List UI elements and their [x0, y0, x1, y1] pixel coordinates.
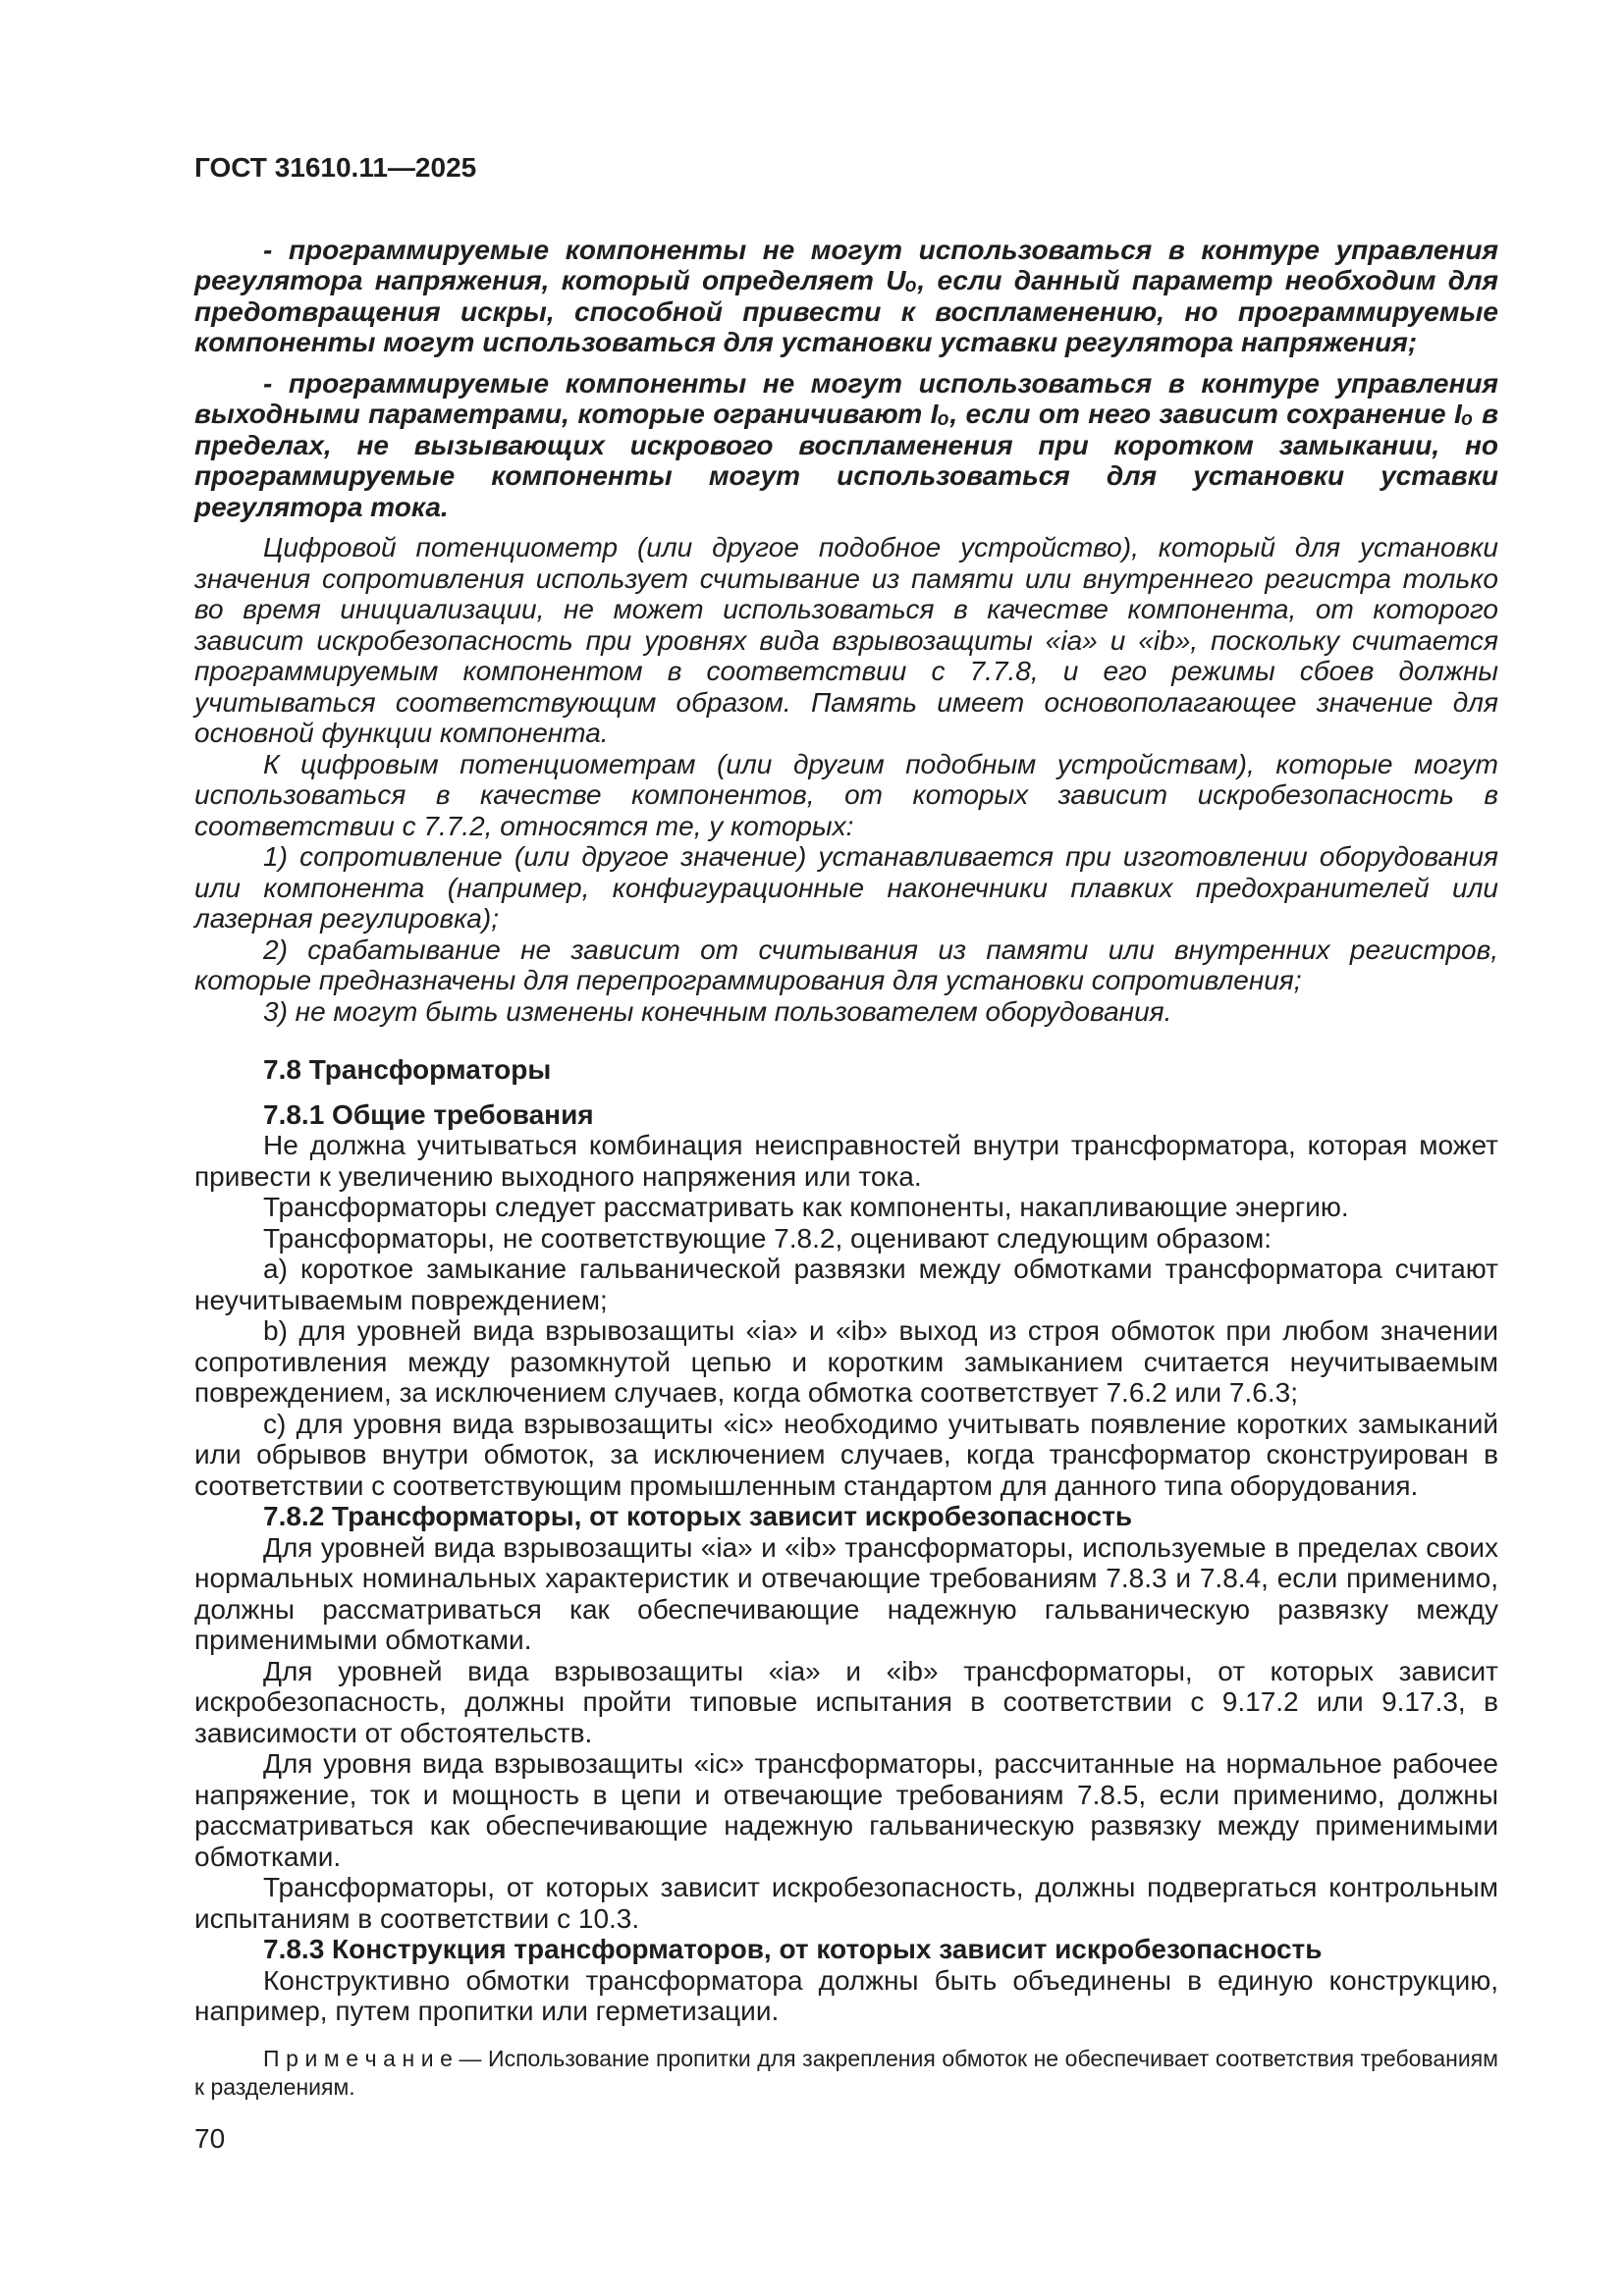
list-item: c) для уровня вида взрывозащиты «ic» необходимо учитывать появление коротких замыканий или обрывов внутри обмоток, за исключением случаев, когда трансформатор сконструирован в соответствии с соответствующим промышленным стандартом для данного типа оборудования.: [194, 1408, 1498, 1501]
paragraph: Для уровня вида взрывозащиты «ic» трансформаторы, рассчитанные на нормальное рабочее напряжение, ток и мощность в цепи и отвечающие требованиям 7.8.5, если применимо, должны рассматриваться как обеспечивающие надежную гальваническую развязку между применимыми обмотками.: [194, 1748, 1498, 1872]
list-item: b) для уровней вида взрывозащиты «ia» и «ib» выход из строя обмоток при любом значении сопротивления между разомкнутой цепью и коротким замыканием считается неучитываемым повреждением, за исключением случаев, когда обмотка соответствует 7.6.2 или 7.6.3;: [194, 1315, 1498, 1408]
paragraph: К цифровым потенциометрам (или другим подобным устройствам), которые могут использоваться в качестве компонентов, от которых зависит искробезопасность в соответствии с 7.7.2, относятся те, у которых:: [194, 748, 1498, 841]
section-heading: 7.8.2 Трансформаторы, от которых зависит искробезопасность: [263, 1501, 1133, 1531]
paragraph: Цифровой потенциометр (или другое подобное устройство), который для установки значения сопротивления использует считывание из памяти или внутреннего регистра только во время инициализации, не может использоваться в качестве компонента, от которого зависит искробезопасность при уровнях вида взрывозащиты «ia» и «ib», поскольку считается программируемым компонентом в соответствии с 7.7.8, и его режимы сбоев должны учитываться соответствующим образом. Память имеет основополагающее значение для основной функции компонента.: [194, 532, 1498, 748]
list-item: a) короткое замыкание гальванической развязки между обмотками трансформатора считают неучитываемым повреждением;: [194, 1254, 1498, 1315]
paragraph: - программируемые компоненты не могут использоваться в контуре управления выходными параметрами, которые ограничивают Iₒ, если от него зависит сохранение Iₒ в пределах, не вызывающих искрового воспламенения при коротком замыкании, но программируемые компоненты могут использоваться для установки уставки регулятора тока.: [194, 367, 1498, 522]
paragraph: Не должна учитываться комбинация неисправностей внутри трансформатора, которая может привести к увеличению выходного напряжения или тока.: [194, 1130, 1498, 1192]
paragraph: Трансформаторы, не соответствующие 7.8.2, оценивают следующим образом:: [263, 1222, 1272, 1254]
paragraph: Конструктивно обмотки трансформатора должны быть объединены в единую конструкцию, например, путем пропитки или герметизации.: [194, 1964, 1498, 2026]
paragraph: - программируемые компоненты не могут использоваться в контуре управления регулятора напряжения, который определяет Uₒ, если данный параметр необходим для предотвращения искры, способной привести к воспламенению, но программируемые компоненты могут использоваться для установки уставки регулятора напряжения;: [194, 234, 1498, 357]
list-item: 1) сопротивление (или другое значение) устанавливается при изготовлении оборудования или компонента (например, конфигурационные наконечники плавких предохранителей или лазерная регулировка);: [194, 841, 1498, 934]
note: П р и м е ч а н и е — Использование пропитки для закрепления обмоток не обеспечивает соответствия требованиям к разделениям.: [194, 2045, 1498, 2100]
paragraph: Трансформаторы, от которых зависит искробезопасность, должны подвергаться контрольным испытаниям в соответствии с 10.3.: [194, 1872, 1498, 1934]
page-number: 70: [194, 2122, 226, 2154]
paragraph: Для уровней вида взрывозащиты «ia» и «ib» трансформаторы, используемые в пределах своих нормальных номинальных характеристик и отвечающие требованиям 7.8.3 и 7.8.4, если применимо, должны рассматриваться как обеспечивающие надежную гальваническую развязку между применимыми обмотками.: [194, 1531, 1498, 1655]
section-heading: 7.8.1 Общие требования: [263, 1098, 594, 1130]
paragraph: Для уровней вида взрывозащиты «ia» и «ib» трансформаторы, от которых зависит искробезопасность, должны пройти типовые испытания в соответствии с 9.17.2 или 9.17.3, в зависимости от обстоятельств.: [194, 1655, 1498, 1748]
document-header: ГОСТ 31610.11—2025: [194, 152, 477, 183]
paragraph: Трансформаторы следует рассматривать как компоненты, накапливающие энергию.: [263, 1192, 1349, 1222]
list-item: 2) срабатывание не зависит от считывания из памяти или внутренних регистров, которые предназначены для перепрограммирования для установки сопротивления;: [194, 934, 1498, 995]
section-heading: 7.8 Трансформаторы: [263, 1054, 552, 1085]
section-heading: 7.8.3 Конструкция трансформаторов, от которых зависит искробезопасность: [263, 1934, 1323, 1964]
list-item: 3) не могут быть изменены конечным пользователем оборудования.: [263, 995, 1172, 1027]
